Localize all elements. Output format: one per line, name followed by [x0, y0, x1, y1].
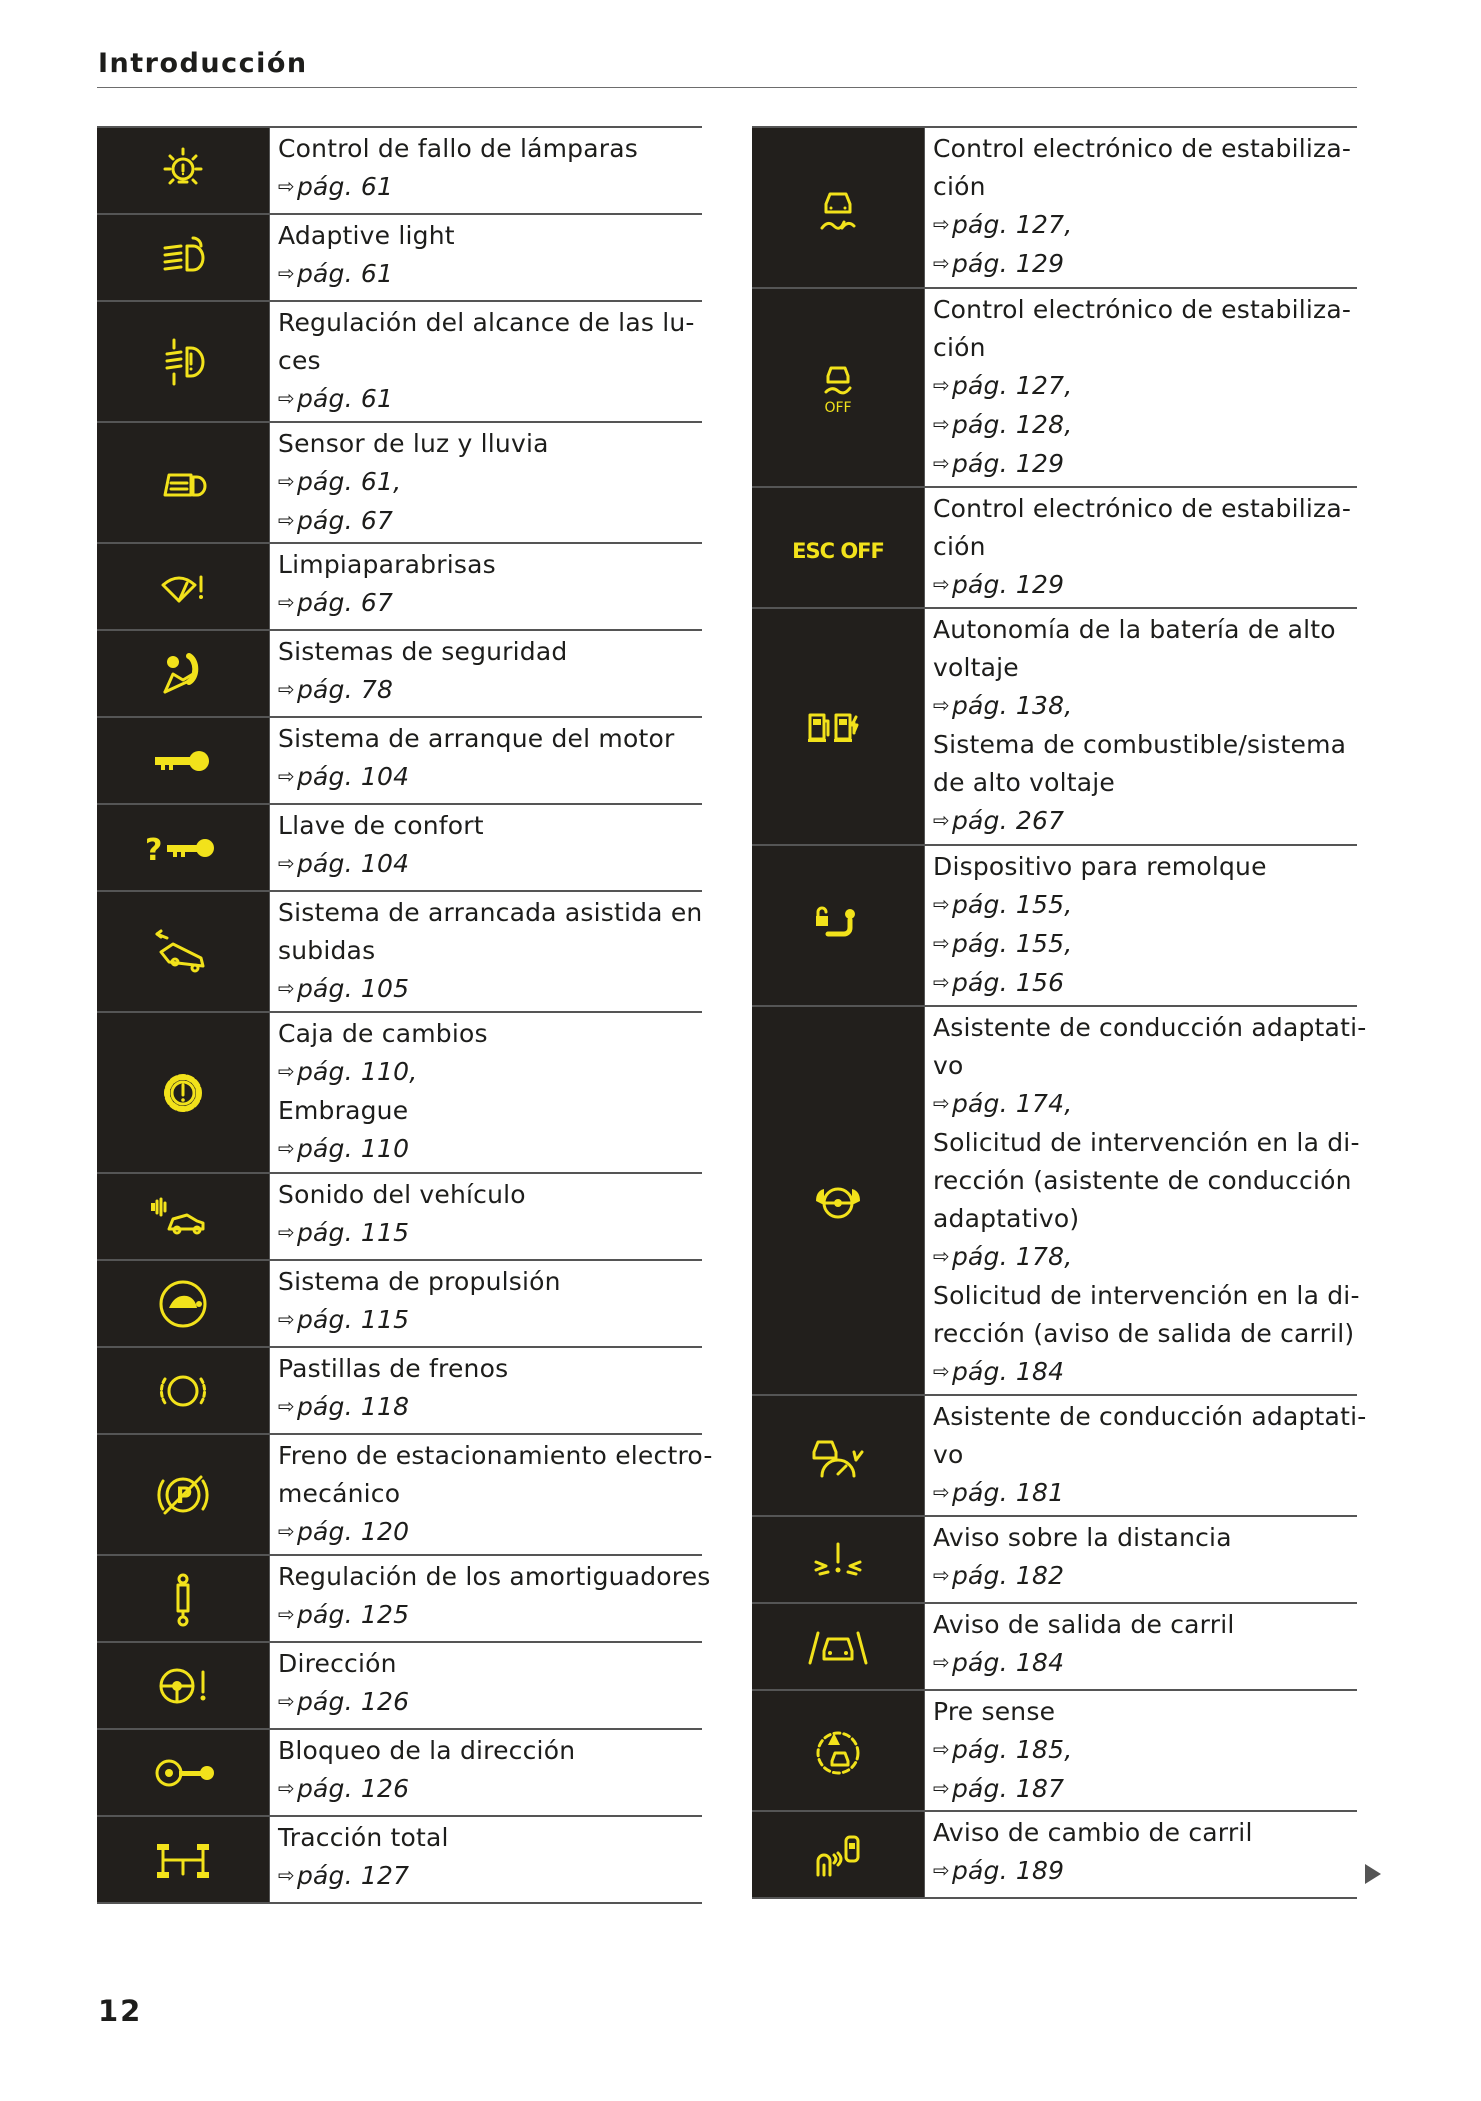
reference-arrow-icon: ⇨: [933, 251, 950, 275]
reference-arrow-icon: ⇨: [278, 1136, 295, 1160]
indicator-description: [270, 631, 702, 716]
page-reference-text: pág. 138,: [951, 691, 1073, 720]
description-text: Aviso sobre la distancia: [933, 1523, 1232, 1552]
indicator-icon-cell: [97, 1730, 270, 1815]
steering-warning-icon: [143, 1656, 223, 1716]
indicator-description: [925, 1007, 1366, 1394]
page-reference-text: pág. 104: [296, 762, 410, 791]
indicator-row: [752, 1691, 1357, 1812]
indicator-row: [97, 1556, 711, 1643]
reference-arrow-icon: ⇨: [933, 572, 950, 596]
driver-assist-hands-icon: [798, 1171, 878, 1231]
description-text: adaptativo): [933, 1204, 1080, 1233]
indicator-description: [925, 846, 1357, 1005]
indicator-icon-cell: [97, 215, 270, 300]
reference-arrow-icon: ⇨: [278, 1776, 295, 1800]
indicator-row: [97, 718, 702, 805]
indicator-icon-cell: [97, 631, 270, 716]
reference-arrow-icon: ⇨: [278, 1394, 295, 1418]
reference-arrow-icon: ⇨: [278, 1059, 295, 1083]
engine-start-key-icon: [143, 731, 223, 791]
indicator-row: [752, 1396, 1367, 1517]
page-reference-text: pág. 129: [951, 249, 1065, 278]
page-reference-text: pág. 129: [951, 449, 1065, 478]
description-text: Control electrónico de estabiliza-: [933, 494, 1352, 523]
page-reference-text: pág. 67: [296, 506, 394, 535]
parking-brake-icon: [143, 1465, 223, 1525]
indicator-row: [97, 631, 702, 718]
page-reference-text: pág. 184: [951, 1648, 1065, 1677]
indicator-icon-cell: [752, 609, 925, 844]
indicator-description: [270, 805, 702, 890]
description-text: Sonido del vehículo: [278, 1180, 526, 1209]
description-text: Dirección: [278, 1649, 397, 1678]
svg-text:?: ?: [145, 832, 163, 868]
page-reference-link[interactable]: [933, 445, 1357, 484]
reference-arrow-icon: ⇨: [933, 1650, 950, 1674]
page-reference-text: pág. 110,: [296, 1057, 418, 1086]
page-reference-link[interactable]: [278, 1214, 702, 1253]
indicator-icon-cell: [97, 1435, 270, 1554]
page-reference-link[interactable]: [933, 1770, 1357, 1809]
reference-arrow-icon: ⇨: [278, 1307, 295, 1331]
description-text: Sistemas de seguridad: [278, 637, 568, 666]
reference-arrow-icon: ⇨: [933, 1244, 950, 1268]
description-text: Adaptive light: [278, 221, 455, 250]
page-reference-link[interactable]: [933, 802, 1357, 841]
page-reference-text: pág. 115: [296, 1305, 410, 1334]
lane-departure-icon: [798, 1617, 878, 1677]
page-reference-text: pág. 110: [296, 1134, 410, 1163]
description-text: Tracción total: [278, 1823, 449, 1852]
page-reference-link[interactable]: [278, 758, 702, 797]
hill-start-icon: [143, 922, 223, 982]
indicator-row: [97, 805, 702, 892]
page-reference-text: pág. 67: [296, 588, 394, 617]
indicator-icon-cell: [97, 544, 270, 629]
indicator-icon-cell: [97, 718, 270, 803]
page-reference-link[interactable]: [933, 367, 1357, 406]
description-text: Sistema de propulsión: [278, 1267, 561, 1296]
page-reference-text: pág. 105: [296, 974, 410, 1003]
description-text: ción: [933, 333, 986, 362]
indicator-description: [270, 718, 702, 803]
page-reference-link[interactable]: [278, 168, 702, 207]
description-text: Asistente de conducción adaptati-: [933, 1402, 1367, 1431]
indicator-description: [270, 1643, 702, 1728]
indicator-description: [270, 1174, 702, 1259]
indicator-icon-cell: [752, 289, 925, 486]
page-reference-link[interactable]: [278, 1857, 702, 1896]
reference-arrow-icon: ⇨: [933, 412, 950, 436]
svg-text:OFF: OFF: [824, 399, 852, 416]
reference-arrow-icon: ⇨: [278, 1220, 295, 1244]
description-text: Regulación de los amortiguadores: [278, 1562, 711, 1591]
pre-sense-icon: [798, 1721, 878, 1781]
reference-arrow-icon: ⇨: [933, 1737, 950, 1761]
description-text: vo: [933, 1051, 964, 1080]
distance-warning-icon: [798, 1530, 878, 1590]
description-text: Pre sense: [933, 1697, 1056, 1726]
page-reference-link[interactable]: [278, 1053, 702, 1092]
indicator-row: [97, 1348, 702, 1435]
description-text: voltaje: [933, 653, 1019, 682]
reference-arrow-icon: ⇨: [278, 261, 295, 285]
description-text: Autonomía de la batería de alto: [933, 615, 1336, 644]
page-reference-link[interactable]: [278, 1596, 711, 1635]
light-rain-sensor-icon: [143, 453, 223, 513]
description-text: ción: [933, 172, 986, 201]
indicator-description: [925, 609, 1357, 844]
reference-arrow-icon: ⇨: [933, 1359, 950, 1383]
reference-arrow-icon: ⇨: [933, 1091, 950, 1115]
reference-arrow-icon: ⇨: [933, 1480, 950, 1504]
page-reference-text: pág. 187: [951, 1774, 1065, 1803]
indicator-row: [97, 1261, 702, 1348]
indicator-description: [925, 1604, 1357, 1689]
reference-arrow-icon: ⇨: [278, 976, 295, 1000]
indicator-icon-cell: [752, 1517, 925, 1602]
page-reference-text: pág. 61,: [296, 467, 402, 496]
description-text: subidas: [278, 936, 376, 965]
indicator-row: [97, 1730, 702, 1817]
page-reference-text: pág. 267: [951, 806, 1065, 835]
brake-pads-icon: [143, 1361, 223, 1421]
reference-arrow-icon: ⇨: [933, 373, 950, 397]
page-reference-text: pág. 185,: [951, 1735, 1073, 1764]
indicator-description: [925, 1517, 1357, 1602]
indicator-icon-cell: [97, 1817, 270, 1902]
page-reference-link[interactable]: [278, 463, 702, 502]
page-reference-link[interactable]: [933, 925, 1357, 964]
description-text: de alto voltaje: [933, 768, 1115, 797]
page-reference-link[interactable]: [278, 584, 702, 623]
description-text: Aviso de salida de carril: [933, 1610, 1235, 1639]
indicator-table-left: [97, 126, 713, 1904]
description-text: Sistema de arrancada asistida en: [278, 898, 703, 927]
page-reference-link[interactable]: [278, 1770, 702, 1809]
page-reference-link[interactable]: [278, 970, 702, 1009]
description-text: mecánico: [278, 1479, 401, 1508]
indicator-icon-cell: [752, 1396, 925, 1515]
indicator-description: [270, 892, 702, 1011]
page-reference-link[interactable]: [933, 1644, 1357, 1683]
page-reference-link[interactable]: [933, 1731, 1357, 1770]
reference-arrow-icon: ⇨: [933, 212, 950, 236]
description-text: Bloqueo de la dirección: [278, 1736, 576, 1765]
indicator-row: [752, 846, 1357, 1007]
page-reference-text: pág. 181: [951, 1478, 1065, 1507]
reference-arrow-icon: ⇨: [278, 1519, 295, 1543]
indicator-row: [752, 488, 1357, 609]
indicator-icon-cell: [97, 1013, 270, 1172]
description-text: vo: [933, 1440, 964, 1469]
gearbox-warning-icon: [143, 1063, 223, 1123]
indicator-icon-cell: [752, 846, 925, 1005]
indicator-description: [270, 1013, 702, 1172]
vehicle-sound-icon: [143, 1187, 223, 1247]
page-reference-link[interactable]: [278, 671, 702, 710]
page-reference-link[interactable]: [933, 886, 1357, 925]
indicator-description: [925, 1812, 1357, 1897]
reference-arrow-icon: ⇨: [933, 1858, 950, 1882]
lane-change-icon: [798, 1825, 878, 1885]
page-reference-text: pág. 127,: [951, 210, 1073, 239]
page-reference-text: pág. 104: [296, 849, 410, 878]
indicator-description: [270, 1435, 713, 1554]
page-reference-text: pág. 126: [296, 1774, 410, 1803]
description-text: Llave de confort: [278, 811, 484, 840]
description-text: Freno de estacionamiento electro-: [278, 1441, 713, 1470]
page-reference-text: pág. 128,: [951, 410, 1073, 439]
page-reference-text: pág. 189: [951, 1856, 1065, 1885]
esc-off-car-icon: [798, 358, 878, 418]
indicator-icon-cell: [97, 302, 270, 421]
page-reference-link[interactable]: [278, 1301, 702, 1340]
indicator-icon-cell: [752, 128, 925, 287]
indicator-row: [97, 423, 702, 544]
indicator-row: [97, 1643, 702, 1730]
indicator-description: [270, 1730, 702, 1815]
page-reference-link[interactable]: [933, 1852, 1357, 1891]
page-reference-link[interactable]: [933, 1238, 1366, 1277]
indicator-description: [925, 289, 1357, 486]
reference-arrow-icon: ⇨: [933, 931, 950, 955]
page-reference-link[interactable]: [278, 1388, 702, 1427]
page-reference-text: pág. 174,: [951, 1089, 1073, 1118]
page-reference-link[interactable]: [933, 1474, 1366, 1513]
indicator-row: [97, 1817, 702, 1904]
indicator-icon-cell: [752, 1007, 925, 1394]
page-reference-text: pág. 118: [296, 1392, 410, 1421]
indicator-row: [752, 289, 1357, 488]
page-reference-text: pág. 125: [296, 1600, 410, 1629]
reference-arrow-icon: ⇨: [933, 693, 950, 717]
reference-arrow-icon: ⇨: [278, 851, 295, 875]
indicator-row: [97, 128, 702, 215]
reference-arrow-icon: ⇨: [933, 970, 950, 994]
reference-arrow-icon: ⇨: [278, 386, 295, 410]
indicator-description: [925, 488, 1357, 607]
airbag-icon: [143, 644, 223, 704]
description-text: Solicitud de intervención en la di-: [933, 1128, 1360, 1157]
indicator-icon-cell: [97, 1261, 270, 1346]
page-reference-link[interactable]: [933, 1557, 1357, 1596]
page-reference-link[interactable]: [933, 1353, 1366, 1392]
reference-arrow-icon: ⇨: [278, 1602, 295, 1626]
description-text: Asistente de conducción adaptati-: [933, 1013, 1367, 1042]
indicator-icon-cell: [97, 1643, 270, 1728]
reference-arrow-icon: ⇨: [278, 764, 295, 788]
reference-arrow-icon: ⇨: [933, 1563, 950, 1587]
indicator-row: [97, 1174, 702, 1261]
reference-arrow-icon: ⇨: [278, 677, 295, 701]
page-reference-text: pág. 155,: [951, 929, 1073, 958]
description-text: Pastillas de frenos: [278, 1354, 509, 1383]
page-reference-link[interactable]: [933, 964, 1357, 1003]
indicator-icon-cell: [97, 128, 270, 213]
description-text: Sistema de arranque del motor: [278, 724, 675, 753]
page-reference-link[interactable]: [278, 845, 702, 884]
page-reference-text: pág. 78: [296, 675, 394, 704]
trailer-hitch-icon: [798, 896, 878, 956]
indicator-icon-cell: [97, 423, 270, 542]
page-reference-link[interactable]: [933, 406, 1357, 445]
indicator-description: [270, 1348, 702, 1433]
all-wheel-drive-icon: [143, 1830, 223, 1890]
description-text: Aviso de cambio de carril: [933, 1818, 1253, 1847]
reference-arrow-icon: ⇨: [933, 808, 950, 832]
header-divider: [97, 87, 1357, 88]
indicator-row: [97, 215, 702, 302]
page-reference-text: pág. 184: [951, 1357, 1065, 1386]
page-reference-link[interactable]: [278, 1513, 713, 1552]
description-text: ces: [278, 346, 321, 375]
reference-arrow-icon: ⇨: [278, 1689, 295, 1713]
indicator-description: [270, 1556, 711, 1641]
page-reference-link[interactable]: [278, 380, 702, 419]
description-text: ción: [933, 532, 986, 561]
page-reference-text: pág. 127: [296, 1861, 410, 1890]
reference-arrow-icon: ⇨: [278, 508, 295, 532]
indicator-description: [925, 1396, 1366, 1515]
indicator-icon-cell: [752, 1604, 925, 1689]
page-reference-text: pág. 61: [296, 172, 394, 201]
reference-arrow-icon: ⇨: [278, 590, 295, 614]
indicator-icon-cell: [97, 1174, 270, 1259]
adaptive-light-icon: [143, 228, 223, 288]
indicator-row: [752, 128, 1357, 289]
description-text: Control electrónico de estabiliza-: [933, 134, 1352, 163]
indicator-row: [97, 1013, 702, 1174]
indicator-description: [925, 1691, 1357, 1810]
reference-arrow-icon: ⇨: [278, 1863, 295, 1887]
description-text: rección (aviso de salida de carril): [933, 1319, 1355, 1348]
description-text: Control electrónico de estabiliza-: [933, 295, 1352, 324]
description-text: Control de fallo de lámparas: [278, 134, 638, 163]
indicator-description: [270, 302, 702, 421]
description-text: Embrague: [278, 1096, 409, 1125]
indicator-icon-cell: [97, 892, 270, 1011]
page-reference-text: pág. 120: [296, 1517, 410, 1546]
indicator-row: [752, 1517, 1357, 1604]
indicator-row: [752, 609, 1357, 846]
indicator-description: [270, 1817, 702, 1902]
indicator-table-right: [752, 126, 1367, 1899]
indicator-description: [925, 128, 1357, 287]
indicator-description: [270, 215, 702, 300]
reference-arrow-icon: ⇨: [933, 1776, 950, 1800]
page-reference-text: pág. 61: [296, 259, 394, 288]
page-reference-link[interactable]: [278, 1130, 702, 1169]
svg-text:ESC OFF: ESC OFF: [792, 538, 884, 563]
page-reference-text: pág. 115: [296, 1218, 410, 1247]
continue-arrow-icon: [1365, 1864, 1381, 1884]
description-text: Sensor de luz y lluvia: [278, 429, 549, 458]
indicator-description: [270, 544, 702, 629]
page-reference-link[interactable]: [933, 206, 1357, 245]
indicator-row: [752, 1604, 1357, 1691]
indicator-description: [270, 423, 702, 542]
page-reference-link[interactable]: [933, 687, 1357, 726]
page-reference-text: pág. 127,: [951, 371, 1073, 400]
page-reference-link[interactable]: [278, 502, 702, 541]
description-text: Regulación del alcance de las lu-: [278, 308, 695, 337]
indicator-row: [97, 892, 702, 1013]
indicator-row: [97, 544, 702, 631]
page-reference-text: pág. 178,: [951, 1242, 1073, 1271]
indicator-description: [270, 1261, 702, 1346]
page-reference-text: pág. 129: [951, 570, 1065, 599]
page-reference-link[interactable]: [933, 245, 1357, 284]
fuel-hv-battery-icon: [798, 697, 878, 757]
indicator-row: [752, 1007, 1367, 1396]
page-reference-text: pág. 156: [951, 968, 1065, 997]
page-reference-link[interactable]: [278, 255, 702, 294]
page-reference-text: pág. 182: [951, 1561, 1065, 1590]
reference-arrow-icon: ⇨: [278, 469, 295, 493]
description-text: Dispositivo para remolque: [933, 852, 1267, 881]
page-reference-text: pág. 126: [296, 1687, 410, 1716]
indicator-icon-cell: [97, 1556, 270, 1641]
description-text: rección (asistente de conducción: [933, 1166, 1352, 1195]
indicator-row: [97, 1435, 713, 1556]
indicator-icon-cell: [752, 488, 925, 607]
esc-icon: [798, 178, 878, 238]
reference-arrow-icon: ⇨: [933, 892, 950, 916]
shock-absorber-icon: [143, 1569, 223, 1629]
page-reference-text: pág. 155,: [951, 890, 1073, 919]
lamp-fault-icon: [143, 141, 223, 201]
indicator-icon-cell: [752, 1691, 925, 1810]
indicator-icon-cell: [97, 805, 270, 890]
description-text: Sistema de combustible/sistema: [933, 730, 1347, 759]
indicator-icon-cell: [97, 1348, 270, 1433]
page-reference-link[interactable]: [933, 1085, 1366, 1124]
description-text: Limpiaparabrisas: [278, 550, 496, 579]
reference-arrow-icon: ⇨: [278, 174, 295, 198]
indicator-row: [97, 302, 702, 423]
indicator-icon-cell: [752, 1812, 925, 1897]
page-reference-link[interactable]: [278, 1683, 702, 1722]
steering-lock-icon: [143, 1743, 223, 1803]
comfort-key-icon: [143, 818, 223, 878]
reference-arrow-icon: ⇨: [933, 451, 950, 475]
page-reference-link[interactable]: [933, 566, 1357, 605]
description-text: Caja de cambios: [278, 1019, 488, 1048]
wiper-warning-icon: [143, 557, 223, 617]
svg-text:P: P: [176, 1483, 193, 1509]
propulsion-turtle-icon: [143, 1274, 223, 1334]
indicator-row: [752, 1812, 1357, 1899]
description-text: Solicitud de intervención en la di-: [933, 1281, 1360, 1310]
page-header-title: Introducción: [98, 48, 308, 79]
esc-off-text-icon: [792, 518, 884, 578]
indicator-description: [270, 128, 702, 213]
page-number: 12: [98, 1994, 143, 2028]
adaptive-cruise-icon: [798, 1426, 878, 1486]
page-reference-text: pág. 61: [296, 384, 394, 413]
headlight-range-icon: [143, 332, 223, 392]
